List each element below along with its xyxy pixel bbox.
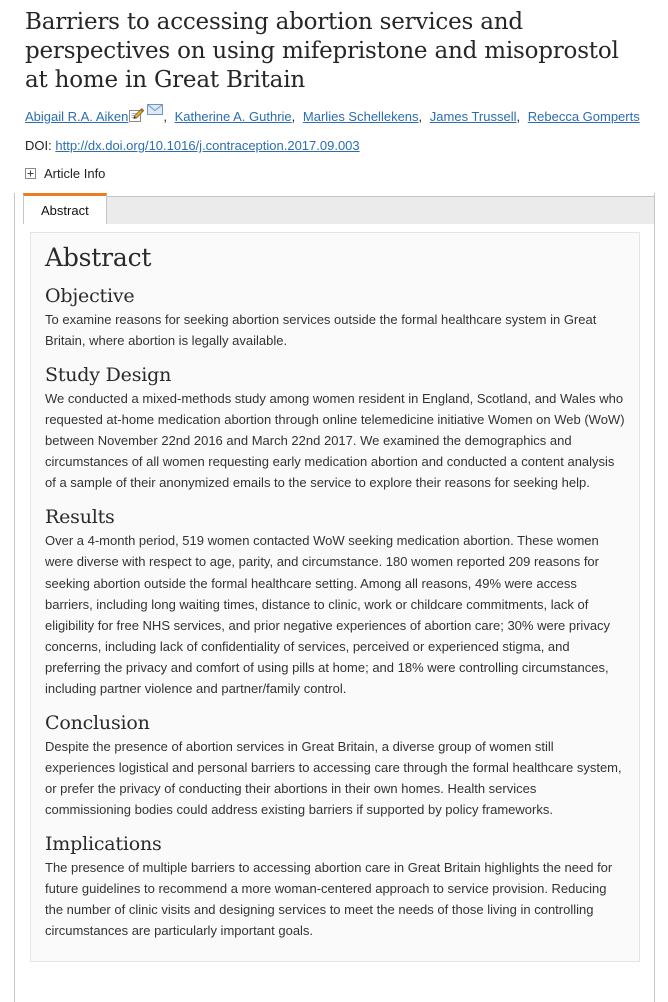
author-link[interactable]: Rebecca Gomperts <box>527 108 640 124</box>
section-heading-study-design: Study Design <box>45 364 172 387</box>
section-heading-objective: Objective <box>45 285 135 308</box>
abstract-tab-container <box>14 193 655 1002</box>
doi-row <box>25 138 646 153</box>
article-title: Barriers to accessing abortion services and perspectives on using mifepristone and misoprostol at home in Great Britain <box>25 9 619 93</box>
doi-label: DOI: <box>25 138 52 154</box>
author-separator: , <box>163 108 167 124</box>
author-link[interactable]: James Trussell <box>429 108 517 124</box>
author-separator: , <box>418 108 423 124</box>
author-link[interactable]: Katherine A. Guthrie <box>174 108 292 124</box>
author-link[interactable]: Abigail R.A. Aiken <box>25 108 129 124</box>
envelope-icon[interactable] <box>147 104 163 115</box>
tab-strip-filler <box>107 196 654 224</box>
tab-strip-spacer <box>15 196 23 224</box>
article-header <box>0 0 668 181</box>
author-link[interactable]: Marlies Schellekens <box>302 108 419 124</box>
doi-link[interactable]: http://dx.doi.org/10.1016/j.contraception.2017.09.003 <box>55 138 360 154</box>
section-heading-implications: Implications <box>45 832 162 855</box>
tab-content <box>15 224 654 1002</box>
tab-abstract[interactable] <box>23 193 107 224</box>
tab-strip <box>15 193 654 224</box>
section-text-results: Over a 4-month period, 519 women contacted WoW seeking medication abortion. These women were diverse with respect to age, parity, and circumstance. 180 women reported 209 reasons for seeking abortion outside the formal healthcare setting. Among all reasons, 49% were access barriers, including long waiting times, distance to clinic, work or childcare commitments, lack of eligibility for free NHS services, and prior negative experiences of abortion care; 30% were privacy concerns, including lack of confidentiality of services, perceived or experienced stigma, and preferring the privacy and comfort of using pills at home; and 18% were controlling circumstances, including partner violence and partner/family control. <box>45 533 611 696</box>
abstract-panel <box>30 232 640 962</box>
first-author-icons <box>129 108 163 123</box>
section-heading-conclusion: Conclusion <box>45 711 150 734</box>
plus-box-icon[interactable] <box>25 168 36 179</box>
section-text-study-design: We conducted a mixed-methods study among women resident in England, Scotland, and Wales who requested at-home medication abortion through online telemedicine initiative Women on Web (WoW) between November 22nd 2016 and March 22nd 2017. We examined the demographics and circumstances of all women requesting early medication abortion and conducted a content analysis of a sample of their anonymized emails to the service to explore their reasons for seeking help. <box>45 391 625 491</box>
tab-abstract-label: Abstract <box>41 202 89 218</box>
article-info-toggle[interactable] <box>25 166 105 181</box>
author-separator: , <box>516 108 521 124</box>
compose-note-icon[interactable] <box>129 108 145 123</box>
article-info-label: Article Info <box>44 166 106 182</box>
section-text-conclusion: Despite the presence of abortion services in Great Britain, a diverse group of women still experiences logistical and personal barriers to accessing care through the formal healthcare system, or prefer the privacy of conducting their abortions in their own homes. Health services commissioning bodies could address existing barriers if supported by policy frameworks. <box>45 738 622 817</box>
section-text-implications: The presence of multiple barriers to accessing abortion care in Great Britain highlights the need for future guidelines to recommend a more woman-centered approach to service provision. Reducing the number of clinic visits and designing services to meet the needs of those living in controlling circumstances are particularly important goals. <box>45 859 613 939</box>
author-separator: , <box>291 108 296 124</box>
section-heading-results: Results <box>45 506 115 529</box>
section-text-objective: To examine reasons for seeking abortion services outside the formal healthcare system in Great Britain, where abortion is legally available. <box>45 312 597 349</box>
abstract-heading: Abstract <box>45 243 152 273</box>
author-list <box>25 108 646 126</box>
